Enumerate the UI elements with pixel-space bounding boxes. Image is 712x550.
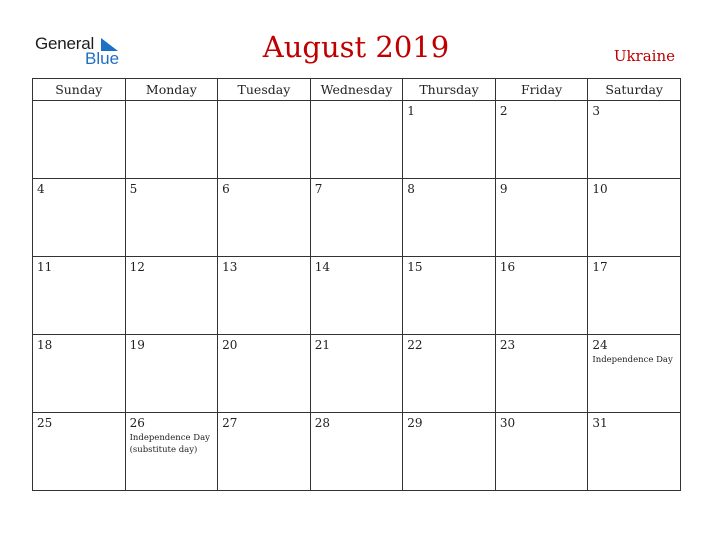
day-number: 1 <box>407 104 415 118</box>
day-number: 30 <box>499 416 516 430</box>
day-number: 5 <box>129 182 138 196</box>
week-row <box>33 101 681 179</box>
day-number: 27 <box>222 416 238 430</box>
day-number: 2 <box>499 104 508 118</box>
day-number: 20 <box>222 338 238 352</box>
day-cell <box>33 101 126 179</box>
day-number: 8 <box>407 182 415 196</box>
day-cell <box>588 335 681 413</box>
day-number: 12 <box>129 260 145 274</box>
day-cell <box>495 179 588 257</box>
day-cell <box>588 101 681 179</box>
week-row <box>33 413 681 491</box>
day-number: 6 <box>222 182 230 196</box>
day-cell <box>33 335 126 413</box>
day-cell <box>125 101 218 179</box>
day-cell <box>218 335 311 413</box>
day-number: 7 <box>314 182 323 196</box>
day-cell <box>403 335 496 413</box>
day-number: 21 <box>314 338 330 352</box>
day-cell <box>125 413 218 491</box>
day-cell <box>33 179 126 257</box>
week-row <box>33 257 681 335</box>
day-cell <box>310 335 403 413</box>
day-number: 28 <box>314 416 330 430</box>
day-number: 11 <box>37 260 53 274</box>
day-number: 18 <box>37 338 53 352</box>
day-cell <box>218 413 311 491</box>
day-number: 31 <box>592 416 608 430</box>
day-cell <box>33 413 126 491</box>
day-cell <box>218 179 311 257</box>
weekday-wednesday: Wednesday <box>310 79 403 101</box>
day-cell <box>125 257 218 335</box>
day-number: 10 <box>592 182 608 196</box>
weekday-tuesday: Tuesday <box>218 79 311 101</box>
logo-text-general: General <box>35 34 95 53</box>
day-cell <box>403 101 496 179</box>
weekday-saturday: Saturday <box>588 79 681 101</box>
day-number: 3 <box>592 104 601 118</box>
day-cell <box>310 257 403 335</box>
day-number: 23 <box>499 338 516 352</box>
day-cell <box>33 257 126 335</box>
day-number: 16 <box>499 260 516 274</box>
day-cell <box>495 335 588 413</box>
day-cell <box>403 257 496 335</box>
logo-text-blue: Blue <box>85 49 120 68</box>
weekday-friday: Friday <box>495 79 588 101</box>
day-cell <box>310 101 403 179</box>
day-number: 14 <box>314 260 330 274</box>
day-cell <box>588 179 681 257</box>
day-number: 19 <box>129 338 145 352</box>
holiday-label: Independence Day <box>592 355 673 365</box>
day-cell <box>310 179 403 257</box>
day-cell <box>218 101 311 179</box>
day-cell <box>588 413 681 491</box>
day-number: 4 <box>37 182 45 196</box>
day-number: 15 <box>407 260 423 274</box>
day-cell <box>125 179 218 257</box>
week-row <box>33 179 681 257</box>
day-cell <box>310 413 403 491</box>
weekday-thursday: Thursday <box>403 79 496 101</box>
calendar-grid <box>32 78 681 491</box>
calendar-title: August 2019 <box>262 30 450 64</box>
day-number: 13 <box>222 260 238 274</box>
day-number: 9 <box>499 182 508 196</box>
day-number: 17 <box>592 260 608 274</box>
day-cell <box>495 101 588 179</box>
day-cell <box>588 257 681 335</box>
country-label: Ukraine <box>613 47 675 65</box>
week-row <box>33 335 681 413</box>
weekday-header-row <box>33 79 681 101</box>
weekday-monday: Monday <box>125 79 218 101</box>
day-cell <box>218 257 311 335</box>
day-number: 22 <box>407 338 423 352</box>
day-number: 24 <box>592 338 608 352</box>
day-number: 26 <box>129 416 145 430</box>
day-number: 29 <box>407 416 423 430</box>
day-cell <box>495 413 588 491</box>
day-cell <box>125 335 218 413</box>
day-cell <box>403 413 496 491</box>
weekday-sunday: Sunday <box>33 79 126 101</box>
day-cell <box>403 179 496 257</box>
day-number: 25 <box>37 416 53 430</box>
holiday-label: Independence Day (substitute day) <box>129 433 210 455</box>
day-cell <box>495 257 588 335</box>
